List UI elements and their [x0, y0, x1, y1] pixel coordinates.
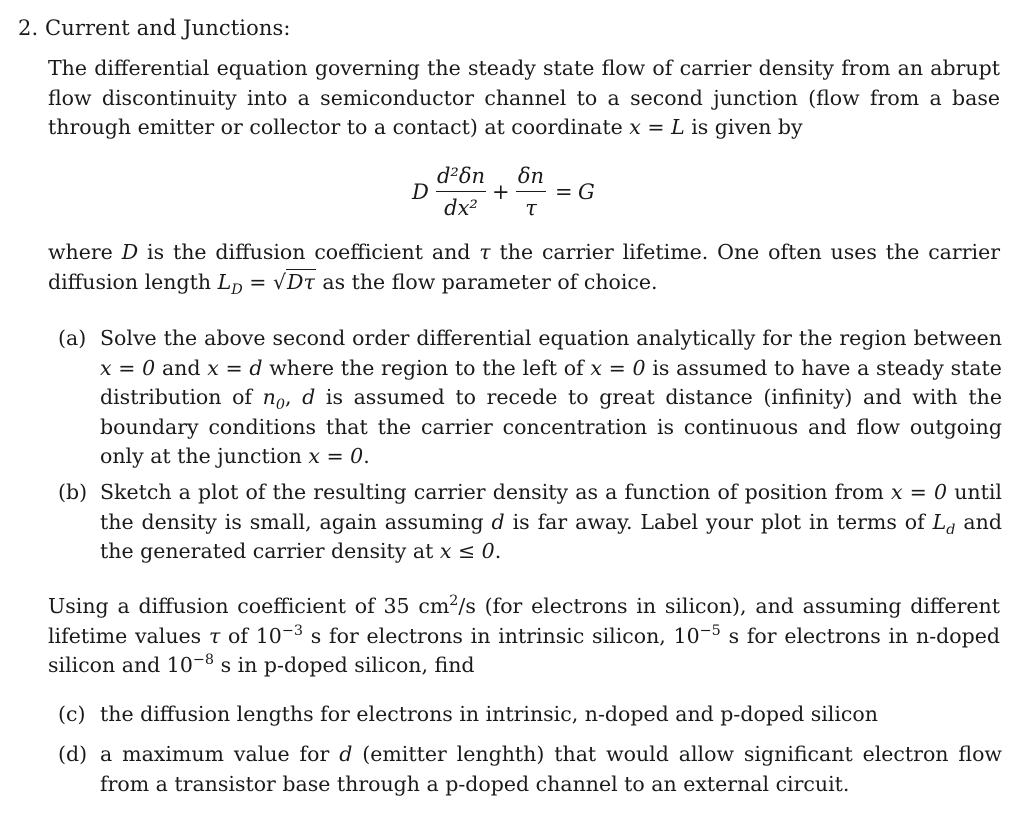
item-a-text-3: where the region to the left of	[269, 355, 584, 380]
using-text-6: s in p-doped silicon, find	[220, 653, 475, 677]
item-b-label: (b)	[58, 480, 88, 504]
equation-plus: +	[492, 180, 510, 204]
LD-letter: L	[217, 269, 232, 294]
item-d-body	[100, 740, 1002, 799]
item-a	[54, 324, 1002, 472]
item-a-math-3: x = 0	[590, 355, 646, 380]
intro-paragraph	[48, 54, 1000, 143]
item-c-text: the diffusion lengths for electrons in intrinsic, n-doped and p-doped silicon	[100, 702, 878, 726]
problem-number: 2.	[18, 16, 39, 40]
where-D: D	[121, 240, 139, 264]
item-a-math-5: d	[302, 385, 316, 409]
fraction2-denominator: τ	[525, 196, 537, 220]
item-c-label: (c)	[58, 702, 86, 726]
item-b-math-2: d	[491, 509, 505, 534]
where-paragraph	[48, 238, 1000, 297]
item-b-text-1: Sketch a plot of the resulting carrier density as a function of position from	[100, 480, 884, 504]
square-root	[273, 269, 316, 294]
fraction2-numerator: δn	[517, 164, 545, 188]
item-b-period: .	[494, 539, 502, 563]
item-d-math-1: d	[339, 742, 353, 766]
item-d-text-2: (emitter lenghth) that would allow significant electron flow from a transistor base through a p-doped channel to an external circuit.	[100, 742, 1002, 796]
item-b-math-1: x = 0	[890, 480, 948, 504]
item-d-label: (d)	[58, 742, 88, 766]
n0-letter: n	[262, 385, 276, 409]
using-text-4: s for electrons in intrinsic silicon, 10	[310, 623, 700, 648]
item-b-text-4: and the generated carrier density at	[100, 509, 1002, 563]
sqrt-body: Dτ	[287, 269, 315, 294]
intro-end: is given by	[691, 115, 803, 139]
item-a-body	[100, 324, 1002, 472]
using-text-1: Using a diffusion coefficient of 35 cm	[48, 594, 450, 618]
using-tau: τ	[208, 623, 221, 648]
using-sup-3: −5	[699, 622, 721, 639]
using-paragraph	[48, 592, 1000, 681]
item-d-text-1: a maximum value for	[100, 742, 330, 766]
item-a-n0	[262, 385, 285, 414]
item-a-text-1: Solve the above second order differential equation analytically for the region between	[100, 326, 1002, 350]
item-b-math-4: x ≤ 0	[439, 539, 495, 563]
fraction1-numerator: d²δn	[436, 164, 486, 188]
fraction1-denominator: dx²	[444, 196, 478, 220]
item-a-math-1: x = 0	[100, 355, 156, 380]
item-b-text-3: is far away. Label your plot in terms of	[512, 509, 925, 534]
item-d	[54, 740, 1002, 799]
Ld-subscript: d	[946, 521, 956, 538]
second-derivative-fraction	[436, 164, 486, 221]
intro-coordinate: x = L	[629, 115, 685, 139]
where-tau: τ	[479, 240, 491, 264]
Ld-letter: L	[932, 509, 947, 534]
lifetime-fraction	[516, 164, 546, 221]
problem-title: Current and Junctions:	[45, 16, 291, 40]
n0-subscript: 0	[275, 397, 285, 414]
using-text-5: s for electrons in n-doped silicon and 10	[48, 623, 1000, 677]
where-text-3: the carrier lifetime. One often uses the carrier diffusion length	[48, 240, 1000, 294]
fraction2-bar	[516, 191, 546, 192]
LD-subscript: D	[231, 281, 243, 298]
using-sup-1: 2	[449, 593, 459, 610]
item-b-body	[100, 478, 1002, 567]
using-text-2: /s (for electrons in silicon), and assuming different lifetime values	[48, 594, 1000, 648]
item-a-math-2: x = d	[207, 355, 263, 380]
item-a-comma: ,	[284, 385, 292, 409]
item-a-period: .	[363, 444, 370, 468]
where-text-2: is the diffusion coefficient and	[147, 240, 471, 264]
intro-text: The differential equation governing the steady state flow of carrier density from an abrupt flow discontinuity into a semiconductor channel to a second junction (flow from a base through emitter or collector to a contact) at coordinate	[48, 56, 1000, 139]
using-text-3: of 10	[228, 623, 282, 648]
item-a-math-6: x = 0	[308, 444, 364, 468]
problem-heading	[18, 16, 291, 40]
where-text-1: where	[48, 240, 113, 264]
item-a-text-4: is assumed to have a steady state distribution of	[100, 355, 1002, 409]
item-b-Ld	[932, 509, 956, 538]
sqrt-sign: √	[272, 269, 287, 294]
item-a-label: (a)	[58, 326, 87, 350]
item-b-text-2: until the density is small, again assuming	[100, 480, 1002, 534]
item-a-text-2: and	[161, 355, 201, 380]
using-sup-4: −8	[192, 652, 215, 669]
diffusion-length-symbol	[217, 269, 243, 298]
equation-equals: =	[555, 180, 573, 204]
item-a-text-6: is assumed to recede to great distance (infinity) and with the boundary conditions that the carrier concentration is continuous and flow outgoing only at the junction	[100, 385, 1002, 468]
item-b	[54, 478, 1002, 567]
using-sup-2: −3	[281, 622, 303, 639]
differential-equation	[398, 160, 628, 230]
equation-coefficient: D	[412, 180, 429, 204]
where-text-4: as the flow parameter of choice.	[322, 269, 658, 294]
item-c-body	[100, 700, 1002, 730]
where-equals: =	[249, 269, 267, 294]
fraction1-bar	[436, 191, 486, 192]
equation-rhs: G	[578, 180, 595, 204]
item-c	[54, 700, 1002, 730]
